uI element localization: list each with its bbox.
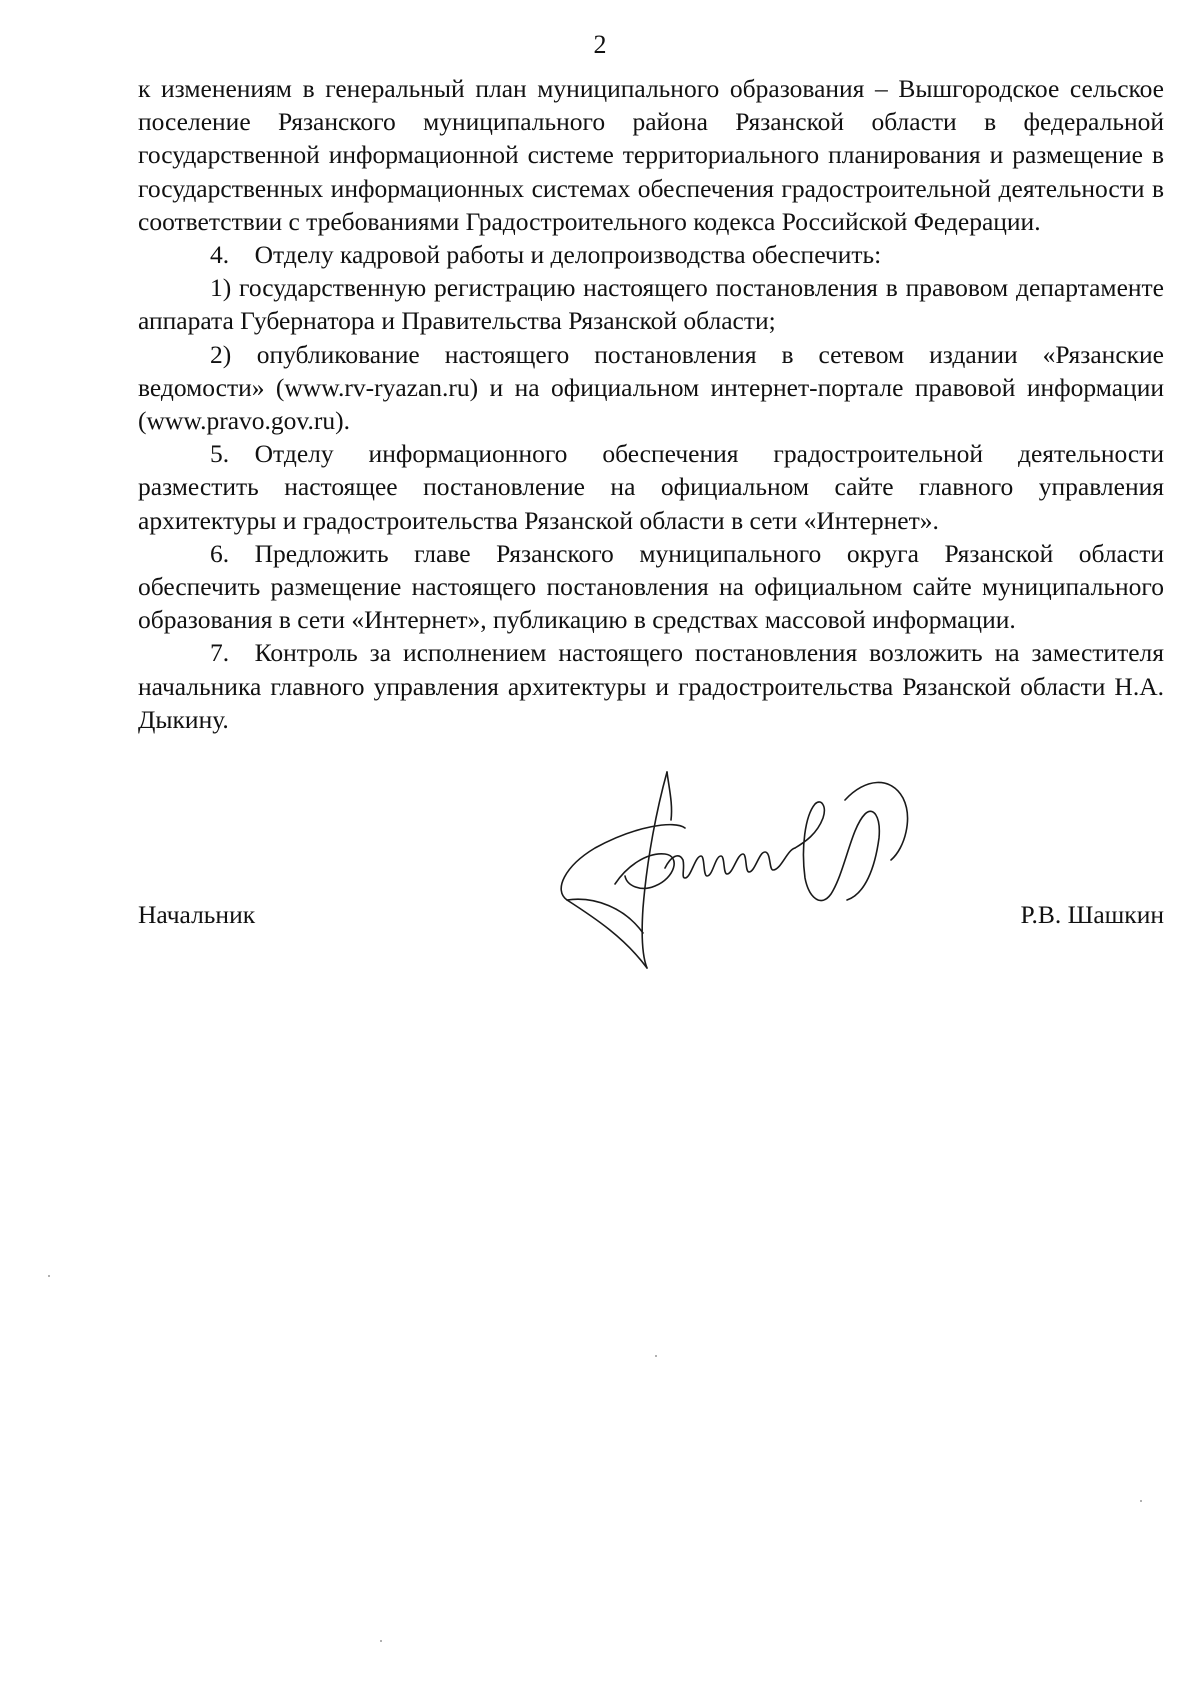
paragraph-item-4-1: 1) государственную регистрацию настоящего постановления в правовом департаменте аппарата Губернатора и Правительства Рязанской области; [138,273,1164,336]
paragraph-item-4: 4. Отделу кадровой работы и делопроизводства обеспечить: [210,240,882,270]
scan-speck [380,1640,382,1642]
paragraph-item-4-2: 2) опубликование настоящего постановления в сетевом издании «Рязанские ведомости» (www.rv-ryazan.ru) и на официальном интернет-портале правовой информации (www.pravo.gov.ru). [138,339,1164,436]
handwritten-signature [555,768,955,988]
page-number: 2 [593,30,607,59]
signature-row [138,900,1164,940]
signatory-name: Р.В. Шашкин [1020,900,1164,929]
scan-speck [1140,1500,1142,1502]
document-body [138,72,1164,736]
paragraph-item-6: 6. Предложить главе Рязанского муниципального округа Рязанской области обеспечить размещение настоящего постановления на официальном сайте муниципального образования в сети «Интернет», публикацию в средствах массовой информации. [138,538,1164,635]
scan-speck [655,1355,657,1357]
paragraph-continuation: к изменениям в генеральный план муниципального образования – Вышгородское сельское поселение Рязанского муниципального района Рязанской области в федеральной государственной информационной системе территориального планирования и размещение в государственных информационных системах обеспечения градостроительной деятельности в соответствии с требованиями Градостроительного кодекса Российской Федерации. [138,74,1164,236]
signatory-title: Начальник [138,900,256,929]
scan-speck [48,1275,50,1277]
paragraph-item-7: 7. Контроль за исполнением настоящего постановления возложить на заместителя начальника главного управления архитектуры и градостроительства Рязанской области Н.А. Дыкину. [138,638,1164,734]
paragraph-item-5: 5. Отделу информационного обеспечения градостроительной деятельности разместить настоящее постановление на официальном сайте главного управления архитектуры и градостроительства Рязанской области в сети «Интернет». [138,439,1164,535]
